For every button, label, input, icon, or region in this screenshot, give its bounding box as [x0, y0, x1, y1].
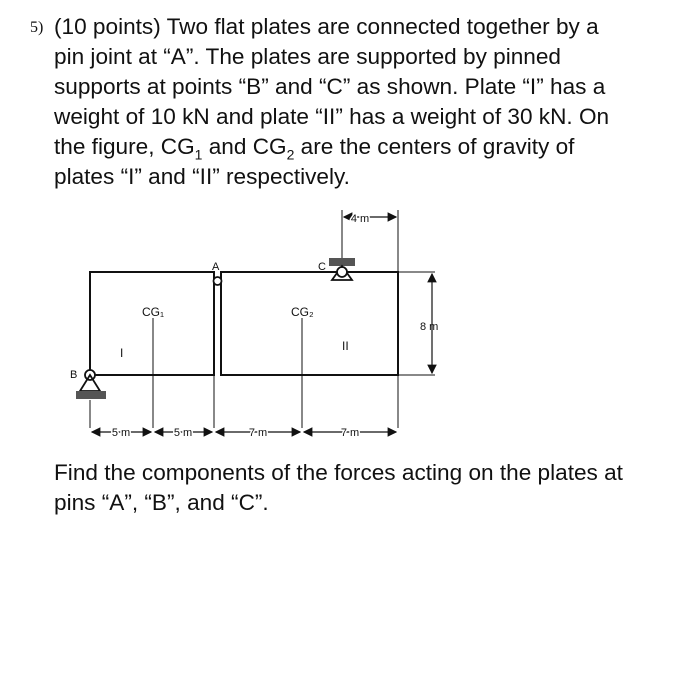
problem-line-6: plates “I” and “II” respectively.	[54, 164, 350, 189]
label-cg2: CG₂	[291, 305, 314, 319]
subscript-2: 2	[286, 146, 295, 163]
label-plate-1: I	[120, 346, 124, 360]
dimension-height: 8 m	[420, 321, 439, 333]
label-b: B	[70, 369, 78, 381]
label-a: A	[212, 261, 220, 273]
dimension-top: 4 m	[350, 213, 370, 225]
problem-points: (10 points)	[54, 14, 161, 39]
problem-line-1	[54, 12, 599, 42]
problem-line-5-end: are the centers of gravity of	[294, 134, 575, 159]
problem-number: 5)	[30, 19, 44, 36]
problem-line-2: pin joint at “A”. The plates are supported by pinned	[54, 44, 562, 69]
dimension-segment-4: 7 m	[340, 427, 360, 439]
label-c: C	[318, 261, 326, 273]
plate-two-outline	[221, 272, 398, 375]
problem-line-4: weight of 10 kN and plate “II” has a weight of 30 kN. On	[54, 104, 610, 129]
question-line-1: Find the components of the forces acting on the plates at	[54, 460, 623, 485]
plate-one-outline	[90, 272, 214, 375]
problem-line-1-text: Two flat plates are connected together by a	[166, 14, 599, 39]
dimension-segment-2: 5 m	[173, 427, 193, 439]
extension-lines	[90, 210, 435, 428]
label-plate-2: II	[342, 339, 349, 353]
label-cg1: CG₁	[142, 305, 165, 319]
dimension-segment-1: 5 m	[111, 427, 131, 439]
question-text	[54, 458, 623, 518]
pin-a-symbol	[214, 277, 222, 375]
problem-line-5-start: the figure, CG	[54, 134, 195, 159]
problem-line-3: supports at points “B” and “C” as shown. Plate “I” has a	[54, 74, 606, 99]
question-line-2: pins “A”, “B”, and “C”.	[54, 490, 269, 515]
plates-figure	[60, 200, 450, 455]
support-c-symbol	[329, 258, 355, 280]
subscript-1: 1	[194, 146, 203, 163]
problem-line-5-middle: and CG	[202, 134, 287, 159]
dimension-segment-3: 7 m	[248, 427, 268, 439]
dimension-arrows	[92, 217, 432, 432]
